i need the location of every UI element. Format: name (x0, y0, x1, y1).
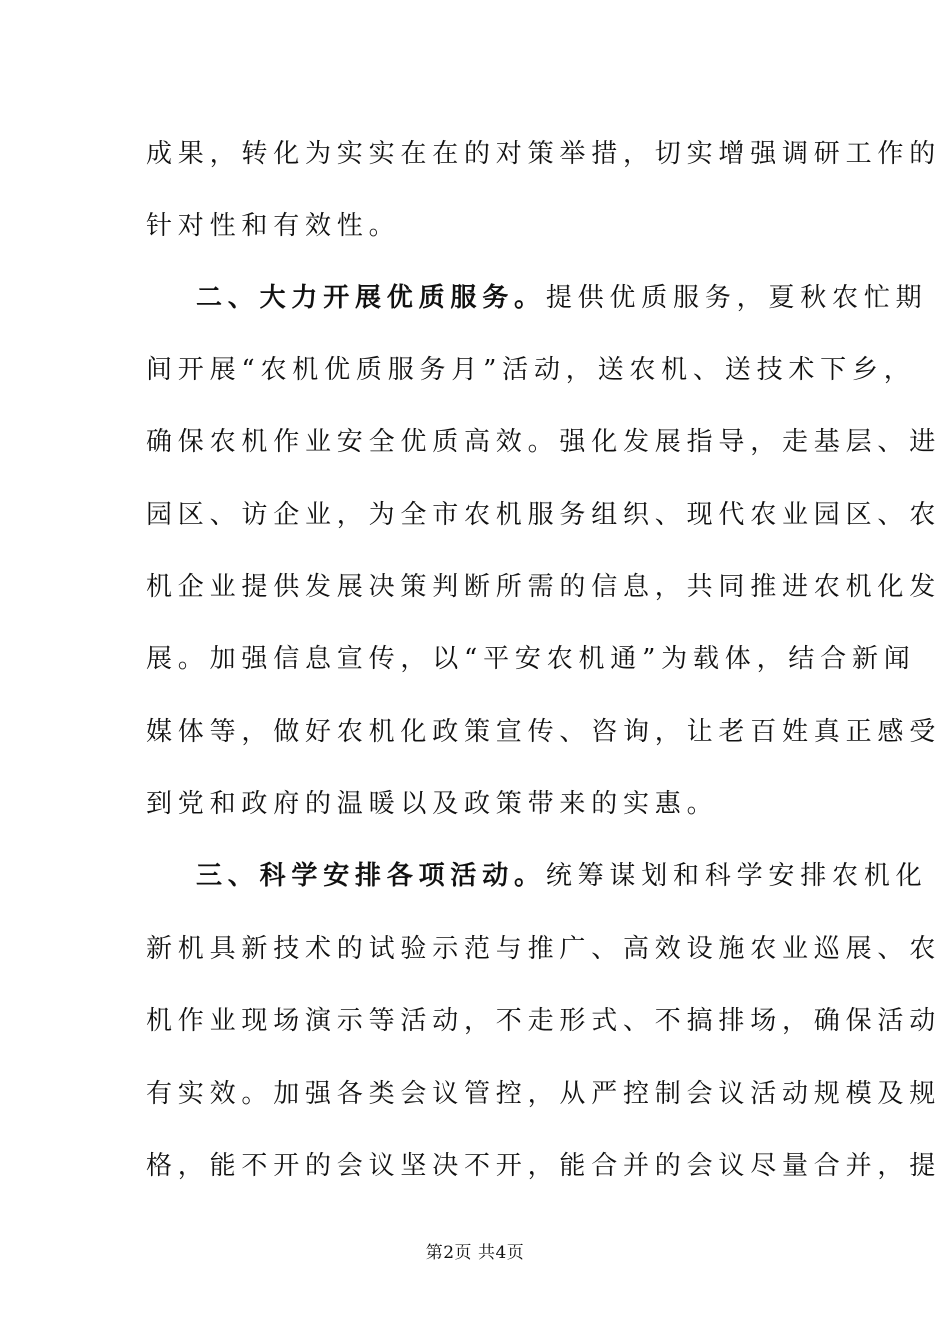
body-line-10: 到党和政府的温暖以及政策带来的实惠。 (146, 789, 719, 819)
section-3-heading: 三、科学安排各项活动。 (196, 861, 546, 891)
section-3-lead-text: 统筹谋划和科学安排农机化 (545, 861, 928, 891)
body-line-13: 机作业现场演示等活动，不走形式、不搞排场，确保活动 (146, 1006, 942, 1036)
body-line-4: 间开展“农机优质服务月”活动，送农机、送技术下乡， (146, 355, 916, 385)
section-2-first-line (196, 280, 928, 316)
page-number-footer: 第2页 共4页 (425, 1243, 525, 1263)
section-2-lead-text: 提供优质服务，夏秋农忙期 (545, 283, 928, 313)
body-line-8: 展。加强信息宣传，以“平安农机通”为载体，结合新闻 (146, 644, 916, 674)
body-line-15: 格，能不开的会议坚决不开，能合并的会议尽量合并，提 (146, 1151, 942, 1181)
body-line-5: 确保农机作业安全优质高效。强化发展指导，走基层、进 (146, 427, 942, 457)
body-line-12: 新机具新技术的试验示范与推广、高效设施农业巡展、农 (146, 934, 942, 964)
body-line-14: 有实效。加强各类会议管控，从严控制会议活动规模及规 (146, 1079, 942, 1109)
body-line-9: 媒体等，做好农机化政策宣传、咨询，让老百姓真正感受 (146, 717, 942, 747)
section-3-first-line (196, 858, 928, 894)
body-line-6: 园区、访企业，为全市农机服务组织、现代农业园区、农 (146, 500, 942, 530)
body-line-2: 针对性和有效性。 (146, 211, 401, 241)
body-line-7: 机企业提供发展决策判断所需的信息，共同推进农机化发 (146, 572, 942, 602)
body-line-1: 成果，转化为实实在在的对策举措，切实增强调研工作的 (146, 139, 942, 169)
section-2-heading: 二、大力开展优质服务。 (196, 283, 546, 313)
